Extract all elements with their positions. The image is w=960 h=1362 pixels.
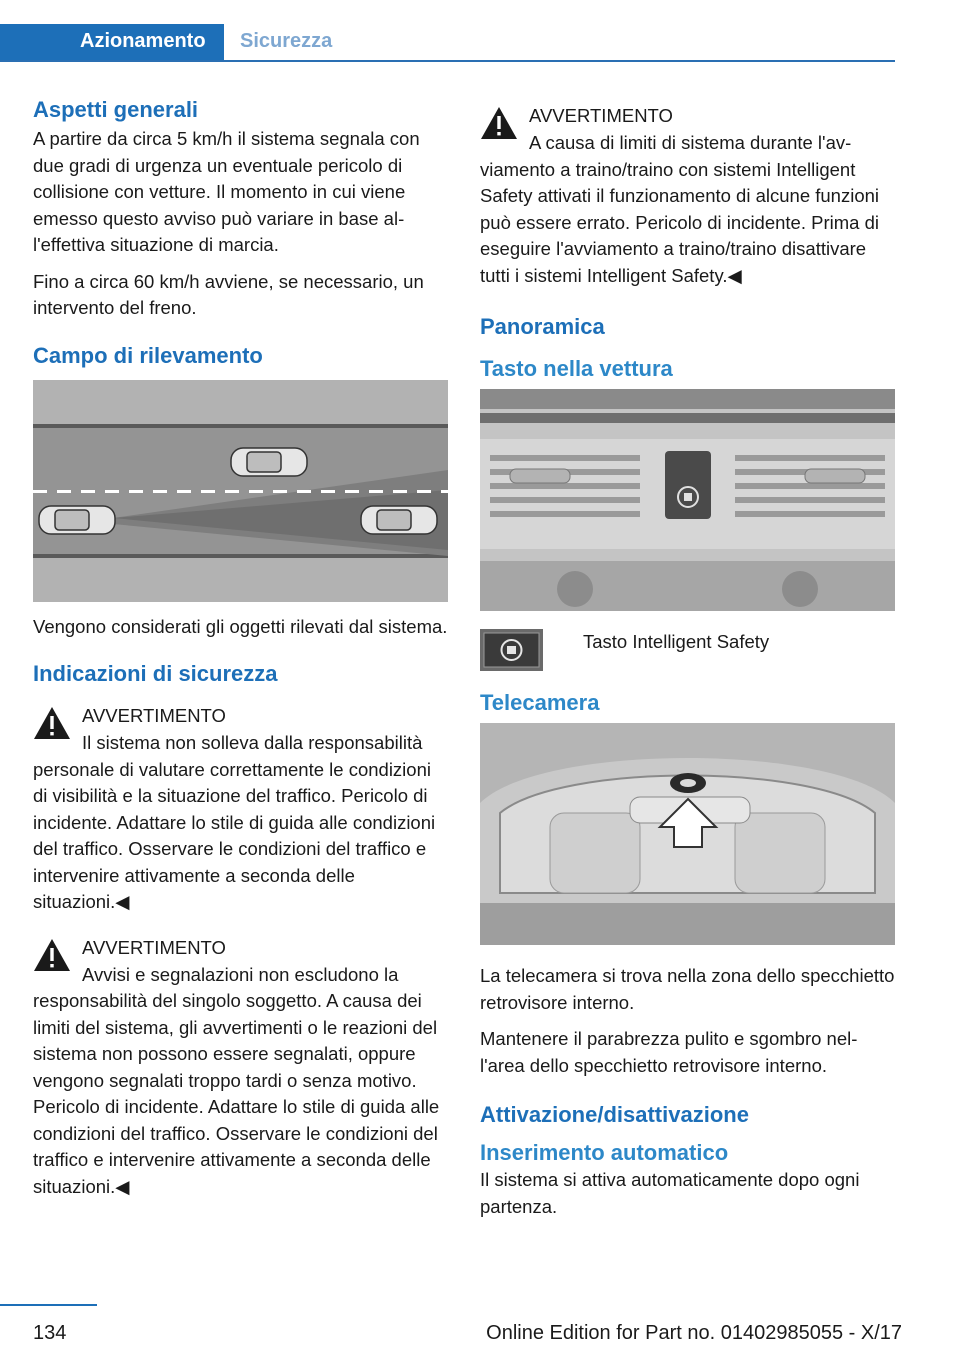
paragraph-camera-2: Mantenere il parabrezza pulito e sgombro nell'area dello specchietto retrovisore interno. (480, 1028, 858, 1076)
legend-label: Tasto Intelligent Safety (583, 631, 770, 652)
left-column (33, 96, 448, 1218)
paragraph-camera-1: La telecamera si trova nella zona dello specchietto retrovisore interno. (480, 965, 895, 1013)
warning-block-1 (33, 702, 448, 916)
detection-range-caption: Vengono considerati gli oggetti rilevati dal sistema. (33, 615, 448, 637)
warning-title: AVVERTIMENTO (82, 936, 226, 958)
intelligent-safety-button-icon (480, 629, 543, 671)
warning-triangle-icon (480, 106, 518, 140)
camera-figure (480, 723, 895, 945)
heading-activation: Attivazione/disattivazione (480, 1102, 749, 1127)
heading-button-in-vehicle: Tasto nella vettura (480, 356, 673, 381)
car-ahead-left (39, 506, 115, 534)
heading-safety-notes: Indicazioni di sicurezza (33, 661, 278, 686)
edition-note: Online Edition for Part no. 01402985055 - X/17 (486, 1322, 902, 1344)
tab-sicurezza[interactable]: Sicurezza (240, 30, 333, 52)
warning-block-3 (480, 102, 895, 289)
heading-detection-range: Campo di rilevamento (33, 342, 263, 368)
car-own-vehicle (361, 506, 437, 534)
warning-title: AVVERTIMENTO (529, 105, 673, 126)
section-tabs (0, 24, 895, 62)
car-upper-lane (231, 448, 307, 476)
warning-triangle-icon (33, 938, 71, 972)
paragraph-general-2: Fino a circa 60 km/h avviene, se necessario, un intervento del freno. (33, 270, 424, 318)
dashboard-button-figure (480, 389, 895, 611)
warning-block-2 (33, 934, 448, 1201)
warning-title: AVVERTIMENTO (82, 705, 226, 726)
button-legend (480, 629, 895, 675)
detection-range-figure (33, 380, 448, 602)
heading-overview: Panoramica (480, 314, 605, 339)
heading-general: Aspetti generali (33, 97, 199, 122)
paragraph-general-1: A partire da circa 5 km/h il sistema segnala con due gradi di urgenza un eventuale pericolo di collisione con vetture. Il momento in cui viene emesso questo avviso può variare in base all'effettiva situazione di marcia. (33, 128, 420, 255)
tab-azionamento[interactable]: Azionamento (0, 24, 224, 60)
paragraph-automatic: Il sistema si attiva automaticamente dopo ogni partenza. (480, 1169, 860, 1217)
warning-text: Il sistema non solleva dalla responsabilità personale di valutare correttamente le condizioni di visibilità e la situazione del traffico. Pericolo di incidente. Adattare lo stile di guida alle condizioni del traffico. Osservare le condizioni del traffico e intervenire attivamente a seconda delle situazioni.◀ (33, 732, 436, 912)
warning-triangle-icon (33, 706, 71, 740)
heading-automatic-activation: Inserimento automatico (480, 1140, 729, 1165)
heading-camera: Telecamera (480, 690, 600, 715)
warning-text: Avvisi e segnalazioni non escludono la responsabilità del singolo soggetto. A causa dei limiti del sistema, gli avvertimenti o le reazioni del sistema non possono essere segnalati, oppure vengono segnalati troppo tardi o senza motivo. Pericolo di incidente. Adattare lo stile di guida alle condizioni del traffico. Osservare le condizioni del traffico e intervenire attivamente a seconda delle situazioni.◀ (33, 963, 440, 1197)
warning-text: A causa di limiti di sistema durante l'avviamento a traino/traino con sistemi Intelligent Safety attivati il funzionamento di alcune funzioni può essere errato. Pericolo di incidente. Prima di eseguire l'avviamento a traino/traino disattivare tutti i sistemi Intelligent Safety.◀ (480, 132, 880, 286)
right-column (480, 96, 895, 1230)
page-number: 134 (33, 1322, 67, 1344)
footer-rule (0, 1304, 97, 1306)
